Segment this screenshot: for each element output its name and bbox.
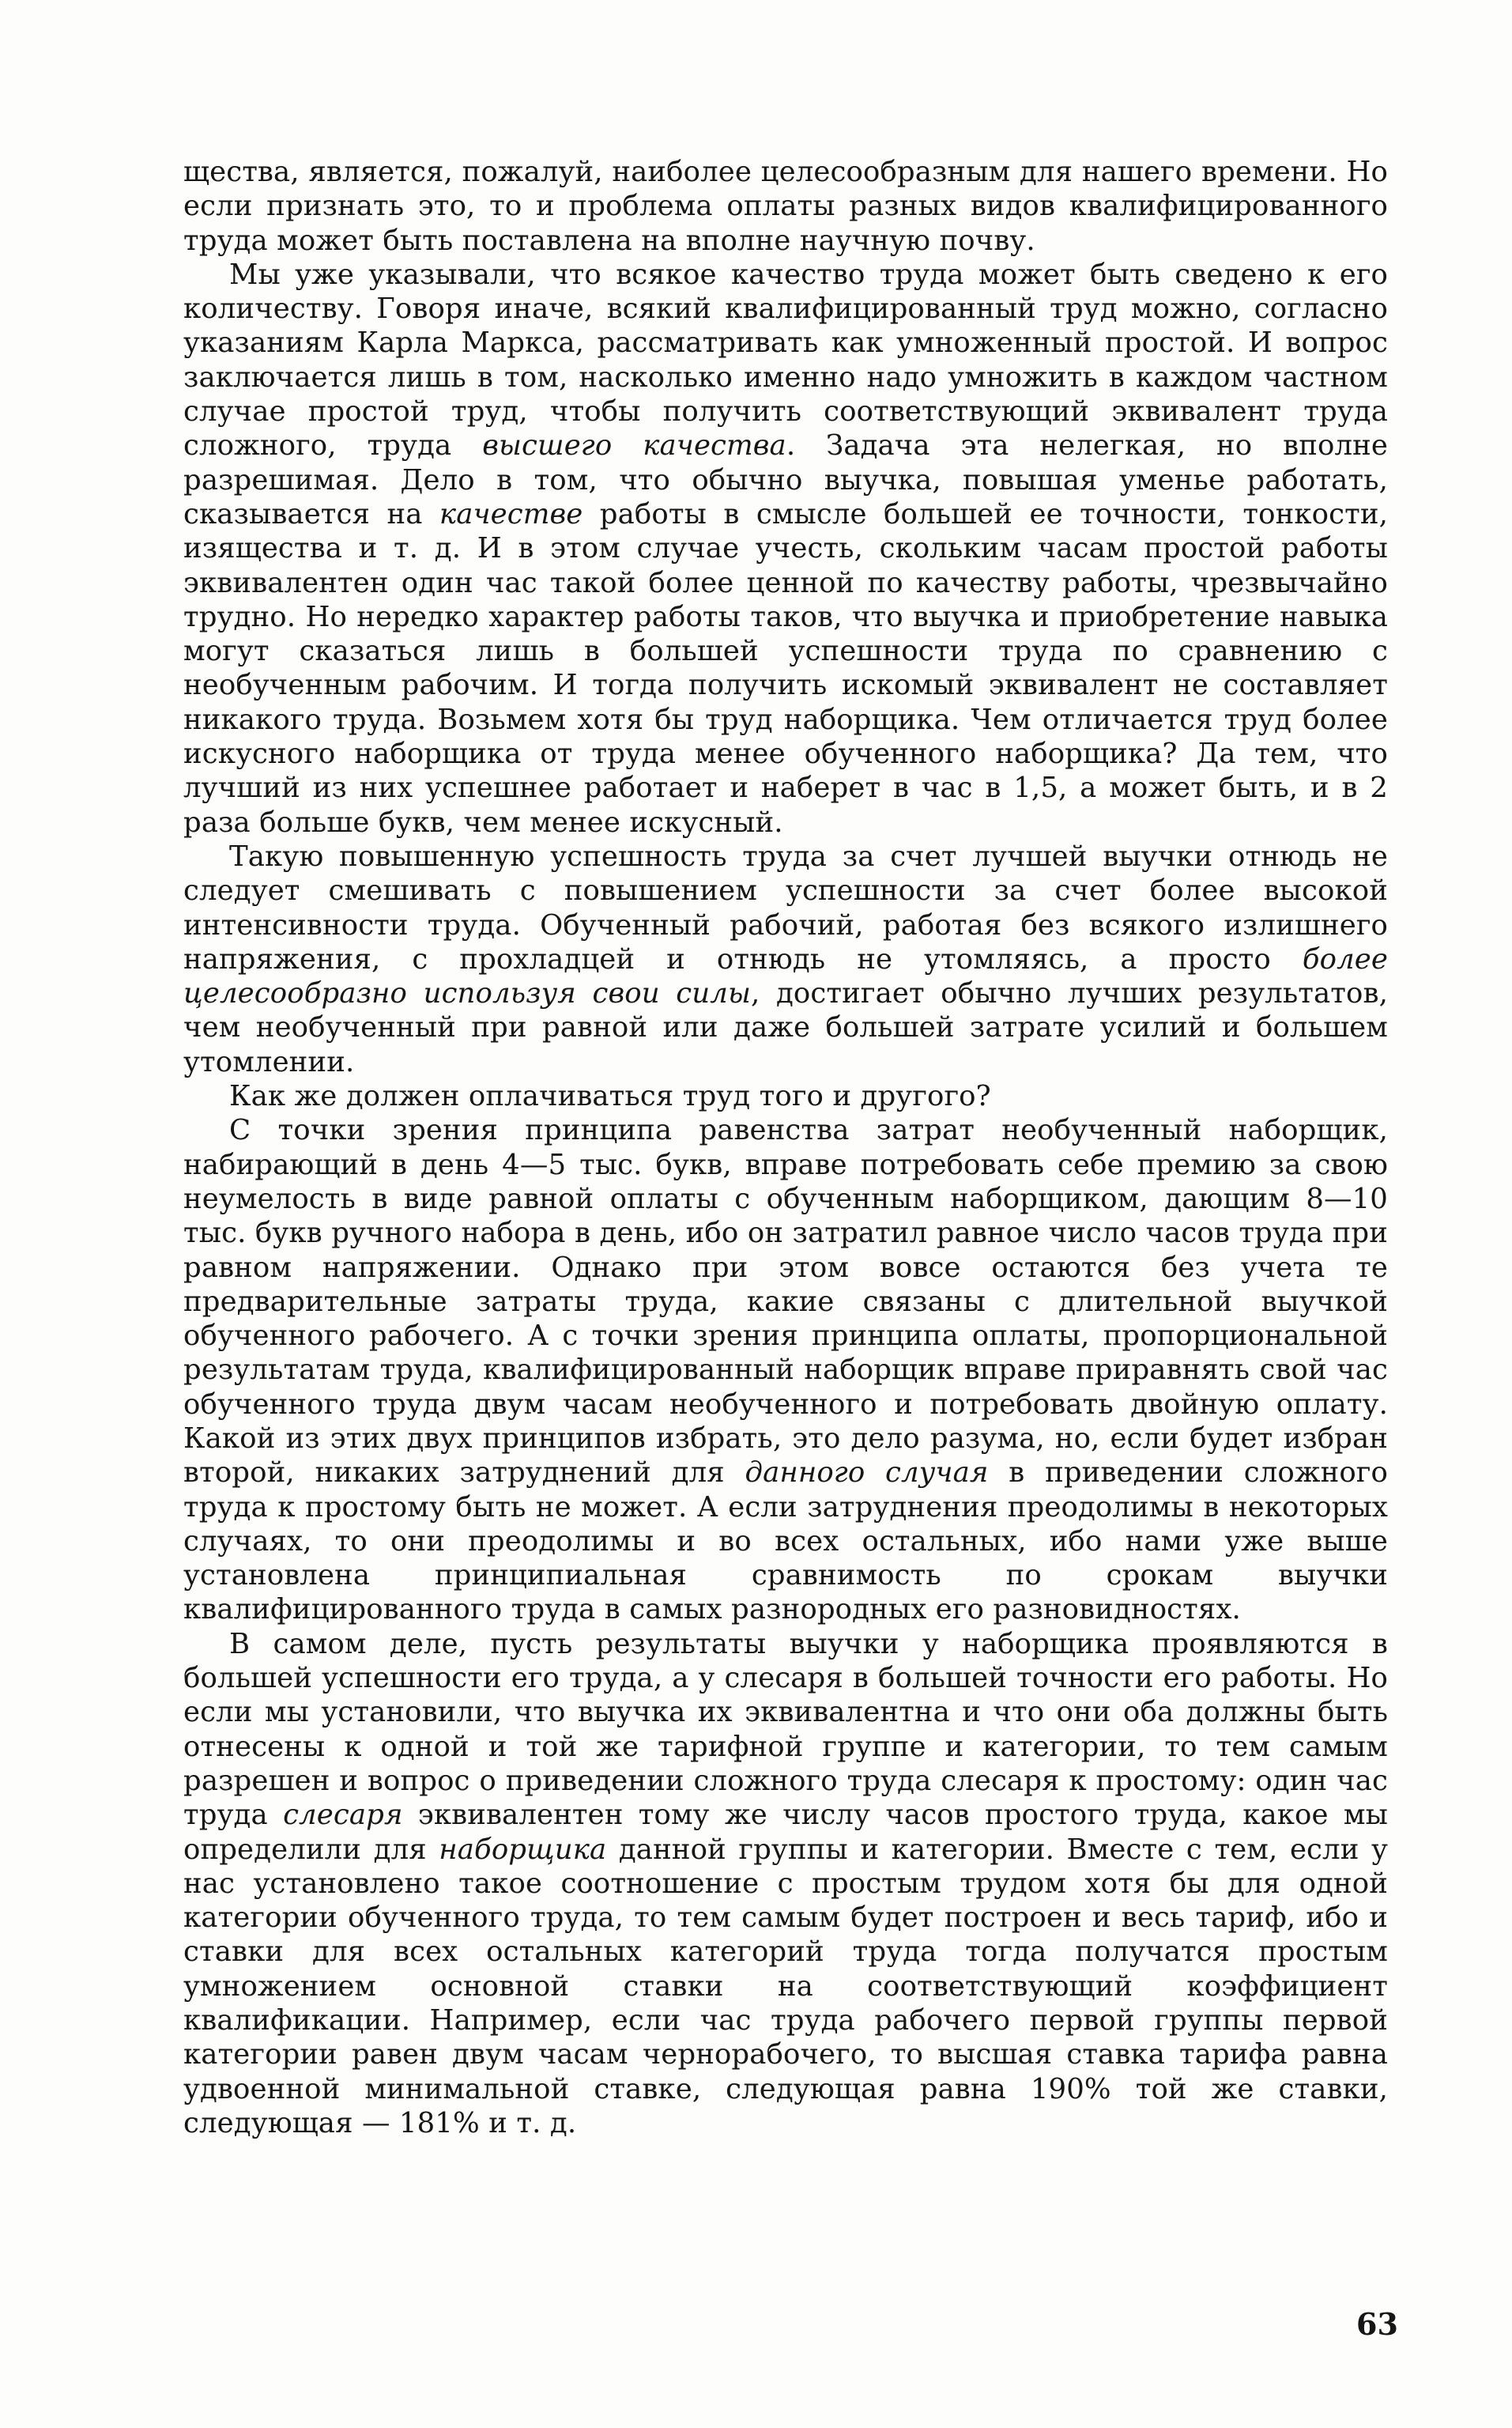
text-segment: в приведении сложного труда к простому быть не может. А если затруднения преодолимы в некоторых случаях, то они преодолимы и во всех остальных, ибо нами уже выше установлена принципиальная сравнимость по срокам выучки квалифицированного труда в самых разнородных его разновидностях.	[183, 1456, 1388, 1626]
text-segment: Такую повышенную успешность труда за счет лучшей выучки отнюдь не следует смешивать с повышением успешности за счет более высокой интенсивности труда. Обученный рабочий, работая без всякого излишнего напряжения, с прохладцей и отнюдь не утомляясь, а просто	[183, 840, 1388, 976]
text-segment: Как же должен оплачиваться труд того и другого?	[229, 1080, 991, 1113]
body-text	[183, 155, 1388, 2140]
italic-emphasis: наборщика	[439, 1833, 607, 1866]
italic-emphasis: более целесообразно используя свои силы	[183, 942, 1388, 1010]
page-number: 63	[1356, 2306, 1398, 2342]
italic-emphasis: качестве	[439, 497, 583, 531]
paragraph	[183, 1079, 1388, 1113]
paragraph	[183, 840, 1388, 1079]
text-segment: работы в смысле большей ее точности, тонкости, изящества и т. д. И в этом случае учесть, скольким часам простой работы эквивалентен один час такой более ценной по качеству работы, чрезвычайно трудно. Но нередко характер работы таков, что выучка и приобретение навыка могут сказаться лишь в большей успешности труда по сравнению с необученным рабочим. И тогда получить искомый эквивалент не составляет никакого труда. Возьмем хотя бы труд наборщика. Чем отличается труд более искусного наборщика от труда менее обученного наборщика? Да тем, что лучший из них успешнее работает и наберет в час в 1,5, а может быть, и в 2 раза больше букв, чем менее искусный.	[183, 497, 1388, 839]
text-segment: эквивалентен тому же числу часов простого труда, какое мы определили для	[183, 1799, 1388, 1866]
paragraph	[183, 1627, 1388, 2140]
text-segment: , достигает обычно лучших результатов, чем необученный при равной или даже большей затрате усилий и большем утомлении.	[183, 977, 1388, 1078]
text-segment: данной группы и категории. Вместе с тем, если у нас установлено такое соотношение с простым трудом хотя бы для одной категории обученного труда, то тем самым будет построен и весь тариф, ибо и ставки для всех остальных категорий труда тогда получатся простым умножением основной ставки на соответствующий коэффициент квалификации. Например, если час труда рабочего первой группы первой категории равен двум часам чернорабочего, то высшая ставка тарифа равна удвоенной минимальной ставке, следующая равна 190% той же ставки, следующая — 181% и т. д.	[183, 1833, 1389, 2139]
text-segment: В самом деле, пусть результаты выучки у наборщика проявляются в большей успешности его труда, а у слесаря в большей точности его работы. Но если мы установили, что выучка их эквивалентна и что они оба должны быть отнесены к одной и той же тарифной группе и категории, то тем самым разрешен и вопрос о приведении сложного труда слесаря к простому: один час труда	[183, 1627, 1388, 1832]
text-segment: Мы уже указывали, что всякое качество труда может быть сведено к его количеству. Говоря иначе, всякий квалифицированный труд можно, согласно указаниям Карла Маркса, рассматривать как умноженный простой. И вопрос заключается лишь в том, насколько именно надо умножить в каждом частном случае простой труд, чтобы получить соответствующий эквивалент труда сложного, труда	[183, 258, 1388, 463]
text-segment: щества, является, пожалуй, наиболее целесообразным для нашего времени. Но если признать это, то и проблема оплаты разных видов квалифицированного труда может быть поставлена на вполне научную почву.	[183, 156, 1388, 257]
text-segment: . Задача эта нелегкая, но вполне разрешимая. Дело в том, что обычно выучка, повышая уменье работать, сказывается на	[183, 429, 1388, 531]
paragraph	[183, 155, 1388, 258]
paragraph	[183, 258, 1388, 840]
italic-emphasis: данного случая	[745, 1456, 989, 1490]
paragraph	[183, 1113, 1388, 1626]
text-segment: С точки зрения принципа равенства затрат необученный наборщик, набирающий в день 4—5 тыс. букв, вправе потребовать себе премию за свою неумелость в виде равной оплаты с обученным наборщиком, дающим 8—10 тыс. букв ручного набора в день, ибо он затратил равное число часов труда при равном напряжении. Однако при этом вовсе остаются без учета те предварительные затраты труда, какие связаны с длительной выучкой обученного рабочего. А с точки зрения принципа оплаты, пропорциональной результатам труда, квалифицированный наборщик вправе приравнять свой час обученного труда двум часам необученного и потребовать двойную оплату. Какой из этих двух принципов избрать, это дело разума, но, если будет избран второй, никаких затруднений для	[183, 1114, 1388, 1490]
italic-emphasis: высшего качества	[482, 429, 786, 463]
italic-emphasis: слесаря	[283, 1799, 403, 1832]
